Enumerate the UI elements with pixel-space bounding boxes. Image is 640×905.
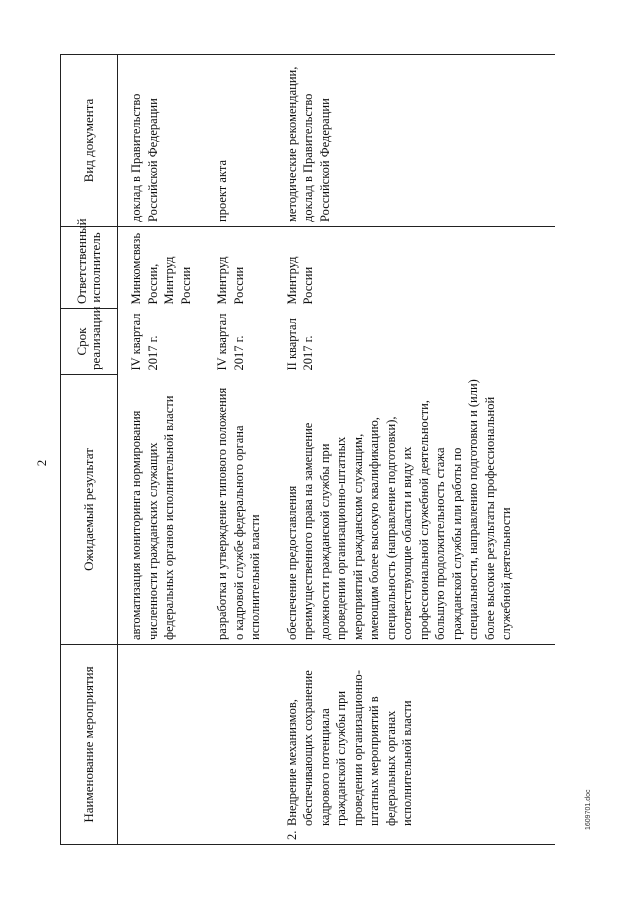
row-result: автоматизация мониторинга нормирования численности гражданских служащих федеральных органов исполнительной власти — [129, 395, 176, 640]
row-term: IV квартал 2017 г. — [215, 313, 246, 371]
table-header-row — [61, 55, 118, 845]
page-number: 2 — [34, 459, 49, 467]
table-row — [214, 55, 264, 845]
row-executor: Минкомсвязь России, Минтруд России — [129, 232, 193, 305]
row-name-cell — [284, 645, 515, 845]
row-term: IV квартал 2017 г. — [129, 313, 160, 371]
table-row — [284, 55, 515, 845]
header-name: Наименование мероприятия — [61, 645, 118, 845]
row-executor: Минтруд России — [284, 256, 315, 305]
header-doc-type: Вид документа — [61, 55, 118, 227]
row-term: II квартал 2017 г. — [284, 318, 315, 371]
row-result: обеспечение предоставления преимущественного права на замещение должности гражданской службы при проведении организационно-штатных мероприятий гражданским служащим, имеющим более высокую квалификацию, специальность (направление подготовки), соответствующие области и виду их профессиональной служебной деятельности, большую продолжительность стажа гражданской службы или работы по специальности, направлению подготовки и (или) более высокие результаты профессиональной служебной деятельности — [284, 379, 513, 640]
row-name-cell — [214, 645, 264, 845]
row-doc-type: проект акта — [214, 55, 264, 227]
row-name-cell — [128, 645, 194, 845]
file-footer: 1609701.doc — [585, 789, 592, 830]
table-row — [128, 55, 194, 845]
measures-table — [60, 54, 555, 845]
rotated-table-container — [60, 55, 580, 845]
row-number: 2. — [284, 830, 299, 840]
header-executor: Ответственный исполнитель — [61, 227, 118, 309]
row-doc-type: доклад в Правительство Российской Федерации — [128, 55, 194, 227]
header-result: Ожидаемый результат — [61, 375, 118, 645]
row-executor: Минтруд России — [215, 256, 246, 305]
row-name: Внедрение механизмов, обеспечивающих сохранение кадрового потенциала гражданской службы при проведении организационно-штатных мероприятий в федеральных органах исполнительной власти — [284, 670, 414, 826]
row-result: разработка и утверждение типового положения о кадровой службе федерального органа исполнительной власти — [215, 387, 262, 640]
header-term: Срок реализации — [61, 309, 118, 375]
row-doc-type: методические рекомендации, доклад в Правительство Российской Федерации — [284, 55, 515, 227]
